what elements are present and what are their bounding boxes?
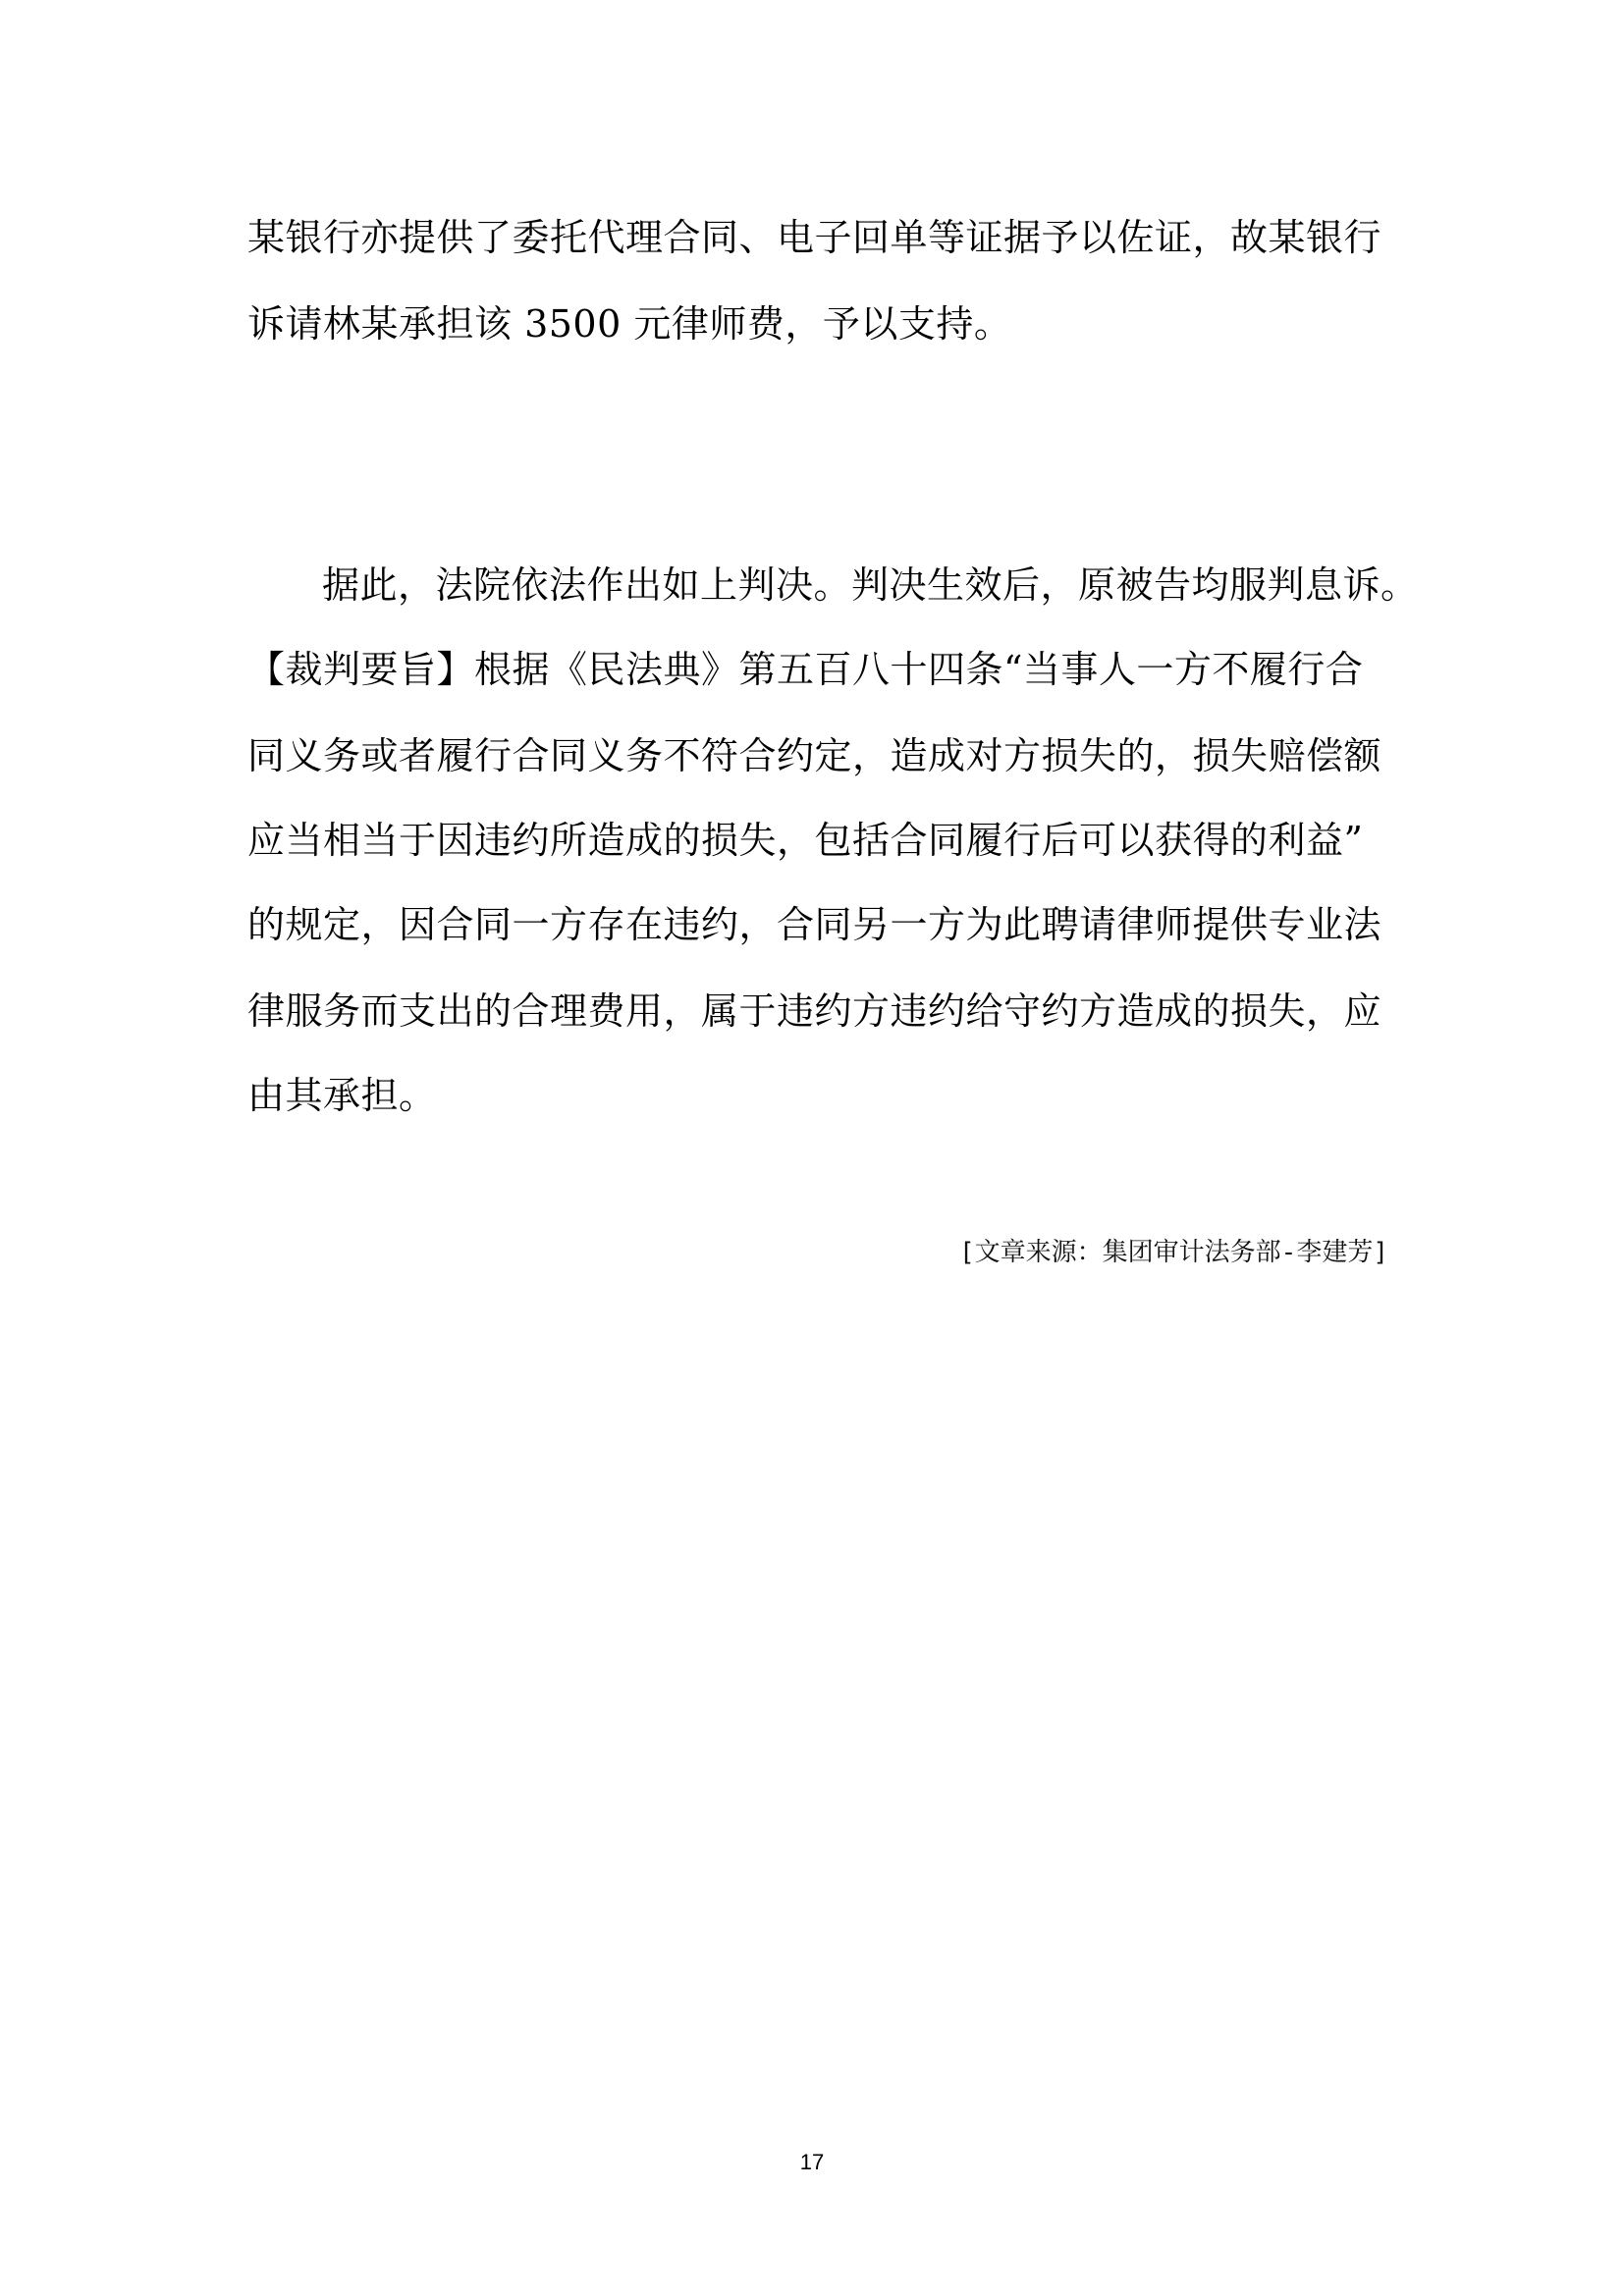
paragraph-3-line-2: 同义务或者履行合同义务不符合约定，造成对方损失的，损失赔偿额 xyxy=(247,734,1382,777)
article-source-note: [文章来源：集团审计法务部-李建芳] xyxy=(959,1238,1388,1267)
paragraph-3-line-1: 【裁判要旨】根据《民法典》第五百八十四条“当事人一方不履行合 xyxy=(247,648,1364,691)
paragraph-3-line-5: 律服务而支出的合理费用，属于违约方违约给守约方造成的损失，应 xyxy=(247,989,1382,1033)
paragraph-3-line-4: 的规定，因合同一方存在违约，合同另一方为此聘请律师提供专业法 xyxy=(247,903,1382,946)
page-number: 17 xyxy=(799,2150,825,2174)
paragraph-3-line-3: 应当相当于因违约所造成的损失，包括合同履行后可以获得的利益” xyxy=(247,819,1364,862)
paragraph-1-line-1: 某银行亦提供了委托代理合同、电子回单等证据予以佐证，故某银行 xyxy=(247,216,1382,259)
paragraph-2-text: 据此，法院依法作出如上判决。判决生效后，原被告均服判息诉。 xyxy=(322,563,1419,607)
paragraph-1-line-2: 诉请林某承担该 3500 元律师费，予以支持。 xyxy=(247,302,1012,346)
paragraph-3-line-6: 由其承担。 xyxy=(247,1074,437,1117)
